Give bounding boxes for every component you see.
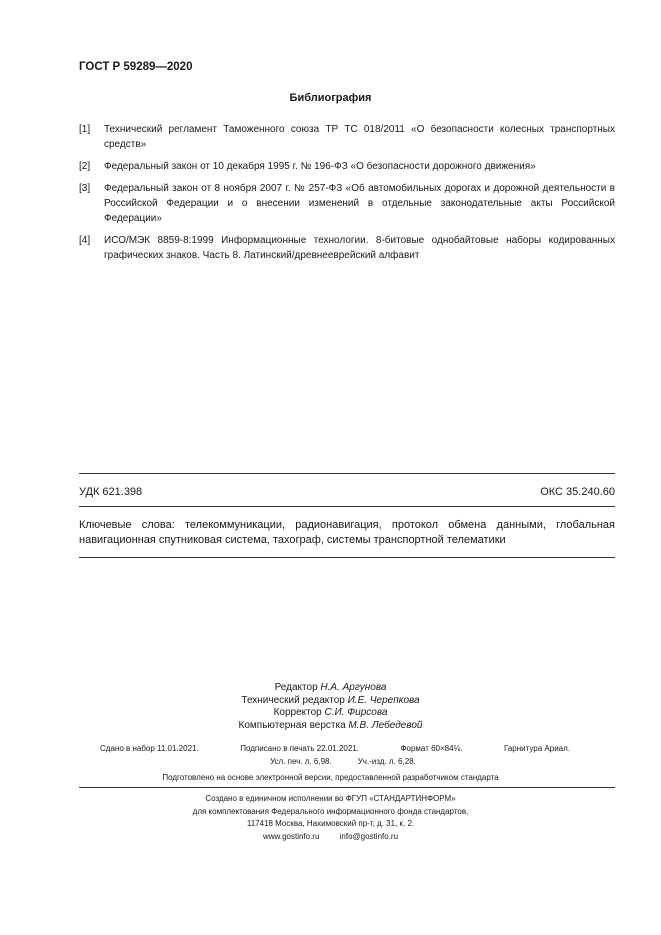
divider-middle: [79, 506, 615, 507]
publication-sheets: [270, 757, 416, 766]
bibliography-item-number: [3]: [79, 183, 91, 194]
oks-code: ОКС 35.240.60: [540, 486, 615, 498]
footer-links: [0, 831, 661, 844]
footer-line-2: для комплектования Федерального информационного фонда стандартов,: [192, 806, 469, 816]
bibliography-item: [79, 233, 615, 263]
divider-bottom: [79, 557, 615, 558]
divider-footer: [79, 787, 615, 788]
document-id: ГОСТ Р 59289—2020: [79, 61, 193, 73]
typeface: Гарнитура Ариал.: [503, 744, 570, 753]
bibliography-item-text: Федеральный закон от 8 ноября 2007 г. № 257-ФЗ «Об автомобильных дорогах и дорожной деятельности в Российской Федерации и о внесении изменений в отдельные законодательные акты Российской Федерации»: [104, 183, 615, 224]
bibliography-title: Библиография: [289, 92, 372, 104]
bibliography-item: [79, 181, 615, 226]
bibliography-item-number: [4]: [79, 235, 91, 246]
imprint-editor: Редактор Н.А. Аргунова: [274, 682, 387, 693]
edition-sheets: Уч.-изд. л. 6,28.: [357, 757, 416, 766]
footer: [0, 793, 661, 843]
udk-code: УДК 621.398: [79, 486, 143, 498]
imprint-corrector: Корректор С.И. Фирсова: [273, 707, 388, 718]
signed-date: Подписано в печать 22.01.2021.: [240, 744, 359, 753]
bibliography-item-number: [2]: [79, 161, 91, 172]
bibliography-item: [79, 122, 615, 152]
imprint: [0, 682, 661, 732]
imprint-layout: Компьютерная верстка М.В. Лебедевой: [238, 719, 423, 731]
footer-line-1: Создано в единичном исполнении во ФГУП «СТАНДАРТИНФОРМ»: [205, 794, 456, 803]
bibliography-item: [79, 159, 615, 174]
bibliography-item-text: Федеральный закон от 10 декабря 1995 г. № 196-ФЗ «О безопасности дорожного движения»: [104, 161, 536, 172]
bibliography-item-number: [1]: [79, 124, 91, 135]
publication-details: [100, 744, 570, 753]
footer-address: 117418 Москва, Нахимовский пр-т, д. 31, к. 2.: [246, 819, 415, 828]
footer-site-link[interactable]: www.gostinfo.ru: [262, 831, 320, 841]
bibliography-list: [79, 122, 615, 270]
footer-email-link[interactable]: info@gostinfo.ru: [339, 831, 399, 841]
bibliography-item-text: Технический регламент Таможенного союза ТР ТС 018/2011 «О безопасности колесных транспортных средств»: [104, 124, 615, 150]
keywords: Ключевые слова: телекоммуникации, радионавигация, протокол обмена данными, глобальная навигационная спутниковая система, тахограф, системы транспортной телематики: [79, 519, 615, 546]
divider-top: [79, 473, 615, 474]
print-sheets: Усл. печ. л. 6,98.: [270, 757, 332, 766]
imprint-tech-editor: Технический редактор И.Е. Черепкова: [241, 694, 420, 706]
bibliography-item-text: ИСО/МЭК 8859-8:1999 Информационные технологии. 8-битовые однобайтовые наборы кодированных графических знаков. Часть 8. Латинский/древнееврейский алфавит: [104, 235, 615, 261]
prepared-note: Подготовлено на основе электронной версии, предоставленной разработчиком стандарта: [162, 773, 499, 782]
submitted-date: Сдано в набор 11.01.2021.: [100, 744, 199, 753]
paper-format: Формат 60×84⅛.: [400, 744, 463, 753]
